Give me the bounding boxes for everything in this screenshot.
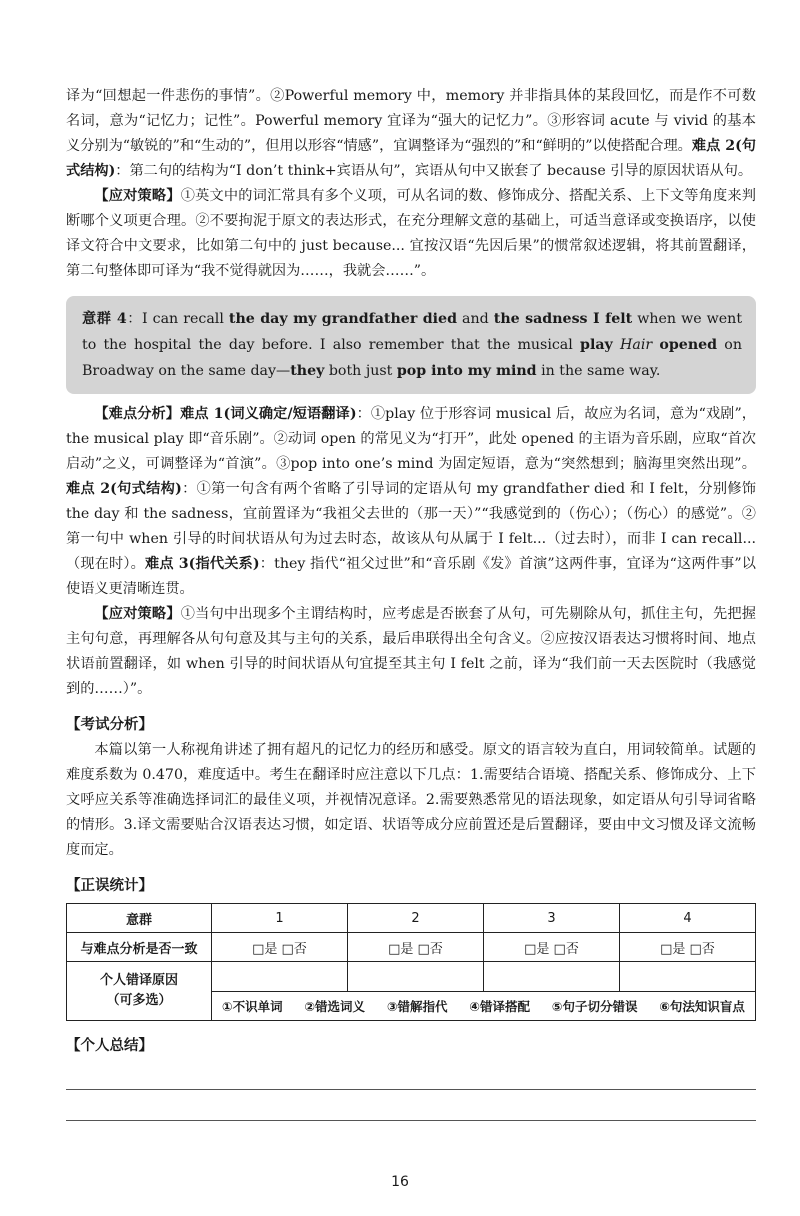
reasons-cell — [212, 991, 756, 1021]
col-2: 2 — [348, 904, 484, 933]
italic-title: Hair — [612, 337, 660, 353]
text-run: ：I can recall — [126, 311, 229, 327]
reasons-list — [216, 997, 751, 1015]
difficulty-2-text: ：第二句的结构为“I don’t think+宾语从句”，宾语从句中又嵌套了 because 引导的原因状语从句。 — [115, 163, 753, 179]
bold-phrase: pop into my mind — [396, 363, 537, 379]
reason-item[interactable]: ②错选词义 — [304, 998, 366, 1014]
summary-title: 【个人总结】 — [66, 1038, 153, 1054]
header-cell: 意群 — [67, 904, 212, 933]
difficulty-1-suffix: ) — [349, 406, 357, 422]
table-row — [67, 933, 756, 962]
paragraph-strategy-2 — [66, 602, 756, 702]
difficulty-3-label: 指代关系 — [195, 556, 253, 572]
bold-phrase: the sadness I felt — [493, 311, 633, 327]
difficulty-1-text: ：①play 位于形容词 musical 后，故应为名词，意为“戏剧”，the musical play 即“音乐剧”。②动词 open 的常见义为“打开”，此处 opened 的主语为音乐剧，应取“首次启动”之义，可调整译为“首演”。③pop into one’s mind 为固定短语，意为“突然想到；脑海里突然出现”。 — [66, 406, 756, 472]
bold-phrase: opened — [659, 337, 718, 353]
reason-item[interactable]: ③错解指代 — [386, 998, 448, 1014]
blank-cell[interactable] — [620, 962, 756, 992]
bold-phrase: they — [290, 363, 325, 379]
difficulty-3-text: ：they 指代“祖父过世”和“音乐剧《发》首演”这两件事，宜译为“这两件事”以使语义更清晰连贯。 — [66, 556, 756, 597]
col-3: 3 — [484, 904, 620, 933]
stats-table — [66, 903, 756, 1021]
checkbox-cell[interactable]: □是 □否 — [620, 933, 756, 962]
analysis-1-text: 译为“回想起一件悲伤的事情”。②Powerful memory 中，memory 并非指具体的某段回忆，而是作不可数名词，意为“记忆力；记性”。Powerful memory 宜译为“强大的记忆力”。③形容词 acute 与 vivid 的基本义分别为“敏锐的”和“生动的”，但用以形容“情感”，宜调整译为“强烈的”和“鲜明的”以使搭配合理。 — [66, 88, 756, 154]
reason-item[interactable]: ⑥句法知识盲点 — [659, 998, 745, 1014]
reason-item[interactable]: ①不识单词 — [222, 998, 283, 1014]
checkbox-cell[interactable]: □是 □否 — [484, 933, 620, 962]
summary-line-2[interactable] — [66, 1090, 756, 1121]
checkbox-cell[interactable]: □是 □否 — [212, 933, 348, 962]
difficulty-2-prefix: 难点 2( — [66, 481, 117, 497]
strategy-label: 【应对策略】 — [94, 188, 181, 204]
page-number: 16 — [391, 1174, 409, 1190]
sense-group-4-box — [66, 296, 756, 394]
reason-item[interactable]: ④错译搭配 — [469, 998, 530, 1014]
analysis-label: 【难点分析】 — [94, 406, 181, 422]
paragraph-analysis-1 — [66, 84, 756, 184]
paragraph-analysis-2 — [66, 402, 756, 602]
difficulty-1-prefix: 难点 1( — [180, 406, 231, 422]
summary-line-1[interactable] — [66, 1059, 756, 1090]
difficulty-2-prefix: 难点 2( — [691, 138, 742, 154]
stats-title: 【正误统计】 — [66, 878, 153, 894]
exam-analysis-text: 本篇以第一人称视角讲述了拥有超凡的记忆力的经历和感受。原文的语言较为直白，用词较简单。试题的难度系数为 0.470，难度适中。考生在翻译时应注意以下几点：1.需要结合语境、搭配关系、修饰成分、上下文呼应关系等准确选择词汇的最佳义项，并视情况意译。2.需要熟悉常见的语法现象，如定语从句引导词省略的情形。3.译文需要贴合汉语表达习惯，如定语、状语等成分应前置还是后置翻译，要由中文习惯及译文流畅度而定。 — [66, 742, 756, 858]
blank-cell[interactable] — [348, 962, 484, 992]
difficulty-3-prefix: 难点 3( — [144, 556, 196, 572]
blank-cell[interactable] — [212, 962, 348, 992]
strategy-label: 【应对策略】 — [94, 606, 181, 622]
text-run: on Broadway on the same day— — [82, 337, 742, 379]
text-run: when we went to the hospital the day before. I also remember that the musical — [82, 311, 743, 353]
page-content — [66, 84, 756, 1121]
reason-item[interactable]: ⑤句子切分错误 — [551, 998, 638, 1014]
col-4: 4 — [620, 904, 756, 933]
reasons-label-line2: （可多选） — [106, 993, 172, 1008]
checkbox-cell[interactable]: □是 □否 — [348, 933, 484, 962]
exam-analysis-title: 【考试分析】 — [66, 717, 153, 733]
difficulty-3-suffix: ) — [252, 556, 260, 572]
difficulty-2-suffix: ) — [108, 163, 116, 179]
difficulty-1-label: 词义确定/短语翻译 — [230, 406, 350, 422]
strategy-text: ①当句中出现多个主谓结构时，应考虑是否嵌套了从句，可先剔除从句，抓住主句，先把握主句句意，再理解各从句句意及其与主句的关系，最后串联得出全句含义。②应按汉语表达习惯将时间、地点状语前置翻译，如 when 引导的时间状语从句宜提至其主句 I felt 之前，译为“我们前一天去医院时（我感觉到的……）”。 — [66, 606, 756, 697]
col-1: 1 — [212, 904, 348, 933]
difficulty-2-label: 句式结构 — [66, 138, 756, 179]
row-label-consistency: 与难点分析是否一致 — [67, 933, 212, 962]
row-label-reasons — [67, 962, 212, 1021]
text-run: and — [457, 311, 494, 327]
text-run: both just — [324, 363, 397, 379]
bold-phrase: play — [580, 337, 613, 353]
table-row — [67, 962, 756, 992]
reasons-label-line1: 个人错译原因 — [99, 973, 178, 988]
sense-group-4-text — [82, 306, 742, 384]
table-row — [67, 904, 756, 933]
bold-phrase: the day my grandfather died — [228, 311, 458, 327]
strategy-text: ①英文中的词汇常具有多个义项，可从名词的数、修饰成分、搭配关系、上下文等角度来判断哪个义项更合理。②不要拘泥于原文的表达形式，在充分理解文意的基础上，可适当意译或变换语序，以使译文符合中文要求，比如第二句中的 just because... 宜按汉语“先因后果”的惯常叙述逻辑，将其前置翻译，第二句整体即可译为“我不觉得就因为……，我就会……”。 — [66, 188, 756, 279]
difficulty-2-text: ：①第一句含有两个省略了引导词的定语从句 my grandfather died 和 I felt，分别修饰 the day 和 the sadness，宜前置译为“我祖父去世的（那一天）”“我感觉到的（伤心）；（伤心）的感觉”。②第一句中 when 引导的时间状语从句为过去时态，故该从句从属于 I felt...（过去时），而非 I can recall...（现在时）。 — [66, 481, 756, 572]
difficulty-2-suffix: ) — [175, 481, 182, 497]
blank-cell[interactable] — [484, 962, 620, 992]
text-run: in the same way. — [536, 363, 661, 379]
sense-group-label: 意群 4 — [82, 311, 127, 327]
paragraph-strategy-1 — [66, 184, 756, 284]
difficulty-2-label: 句式结构 — [116, 481, 176, 497]
